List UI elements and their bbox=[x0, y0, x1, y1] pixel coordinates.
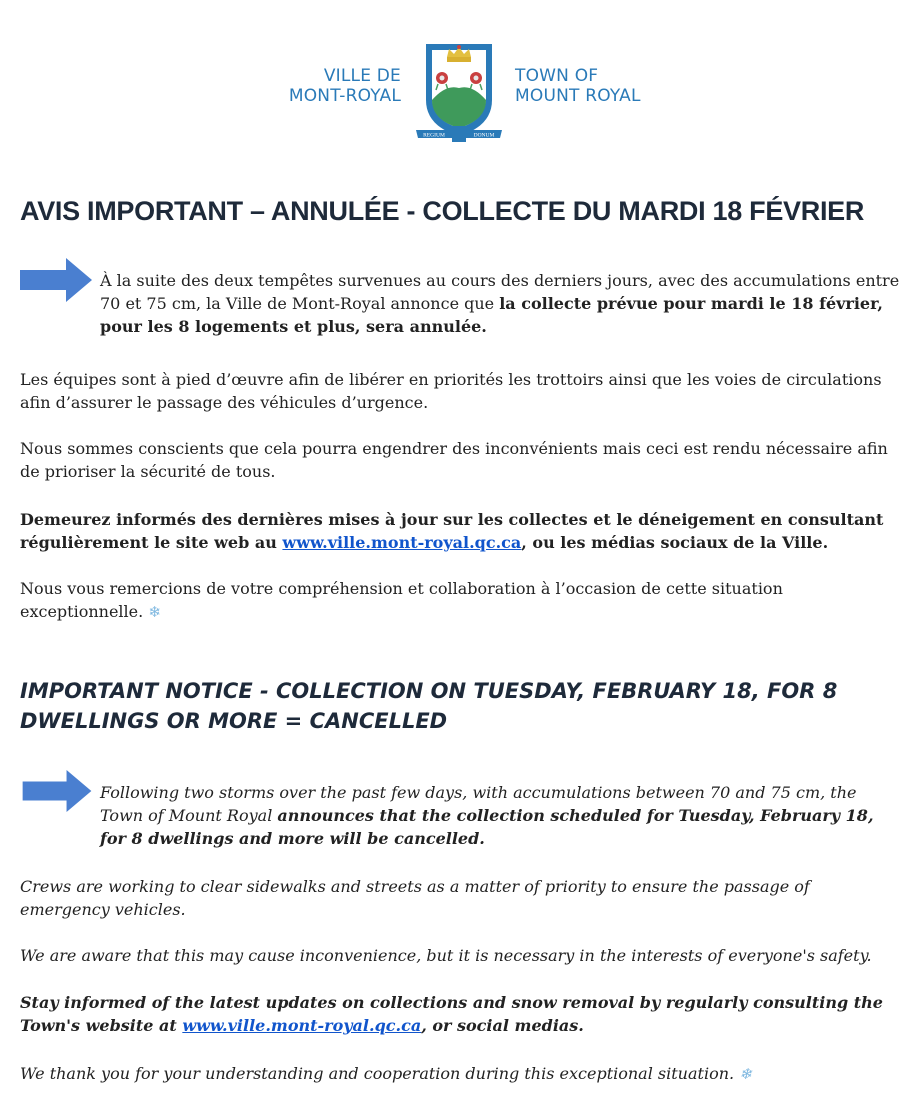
fr-paragraph-3: Nous sommes conscients que cela pourra engendrer des inconvénients mais ceci est rendu nécessaire afin de prioriser la sécurité de tous. bbox=[20, 439, 888, 481]
ville-name-en bbox=[515, 66, 641, 106]
en-p4-text-end: , or social medias. bbox=[421, 1016, 584, 1035]
en-title: IMPORTANT NOTICE - COLLECTION ON TUESDAY, FEBRUARY 18, FOR 8 DWELLINGS OR MORE = CANCELLED bbox=[20, 679, 838, 733]
en-paragraph-5 bbox=[20, 1062, 900, 1086]
snowflake-icon: ❄ bbox=[148, 603, 161, 621]
en-website-link[interactable]: www.ville.mont-royal.qc.ca bbox=[182, 1016, 422, 1035]
en-paragraph-2: Crews are working to clear sidewalks and streets as a matter of priority to ensure the passage of emergency vehicles. bbox=[20, 877, 810, 919]
snowflake-icon: ❄ bbox=[739, 1065, 752, 1083]
crest-logo bbox=[414, 38, 504, 148]
en-paragraph-1 bbox=[100, 781, 900, 850]
en-paragraph-3: We are aware that this may cause inconvenience, but it is necessary in the interests of everyone's safety. bbox=[20, 946, 872, 965]
fr-paragraph-4 bbox=[20, 508, 900, 554]
en-p1-bold: announces that the collection scheduled for Tuesday, February 18, for 8 dwellings and more will be cancelled. bbox=[100, 806, 874, 848]
crest-motto-right: DONUM bbox=[473, 132, 495, 139]
fr-website-link[interactable]: www.ville.mont-royal.qc.ca bbox=[282, 533, 522, 552]
en-p5-text: We thank you for your understanding and cooperation during this exceptional situation. bbox=[20, 1064, 735, 1083]
fr-p5-text: Nous vous remercions de votre compréhension et collaboration à l’occasion de cette situation exceptionnelle. bbox=[20, 579, 783, 621]
en-paragraph-4 bbox=[20, 991, 900, 1037]
ville-fr-line2: MONT-ROYAL bbox=[288, 86, 401, 106]
crest-motto-left: REGIUM bbox=[423, 132, 445, 139]
fr-p4-text-end: , ou les médias sociaux de la Ville. bbox=[521, 533, 829, 552]
header bbox=[0, 38, 915, 148]
ville-fr-line1: VILLE DE bbox=[323, 66, 401, 86]
right-arrow-icon bbox=[22, 770, 92, 812]
ville-name-fr bbox=[289, 66, 401, 106]
fr-paragraph-1 bbox=[100, 269, 900, 338]
en-p1-text: Following two storms over the past few days, with accumulations between 70 and 75 cm, the Town of Mount Royal bbox=[100, 783, 857, 825]
en-p4-text: Stay informed of the latest updates on collections and snow removal by regularly consulting the Town's website at bbox=[20, 993, 883, 1035]
ville-en-line2: MOUNT ROYAL bbox=[515, 86, 641, 106]
fr-p4-text: Demeurez informés des dernières mises à jour sur les collectes et le déneigement en consultant régulièrement le site web au bbox=[20, 510, 884, 552]
fr-paragraph-2: Les équipes sont à pied d’œuvre afin de libérer en priorités les trottoirs ainsi que les voies de circulations afin d’assurer le passage des véhicules d’urgence. bbox=[20, 370, 882, 412]
fr-p1-bold: la collecte prévue pour mardi le 18 février, pour les 8 logements et plus, sera annulée. bbox=[100, 294, 883, 336]
fr-p1-text: À la suite des deux tempêtes survenues au cours des derniers jours, avec des accumulations entre 70 et 75 cm, la Ville de Mont-Royal annonce que bbox=[100, 271, 900, 313]
ville-en-line1: TOWN OF bbox=[515, 66, 599, 86]
fr-title: AVIS IMPORTANT – ANNULÉE - COLLECTE DU MARDI 18 FÉVRIER bbox=[20, 196, 865, 226]
fr-paragraph-5 bbox=[20, 577, 900, 624]
right-arrow-icon bbox=[20, 258, 92, 302]
